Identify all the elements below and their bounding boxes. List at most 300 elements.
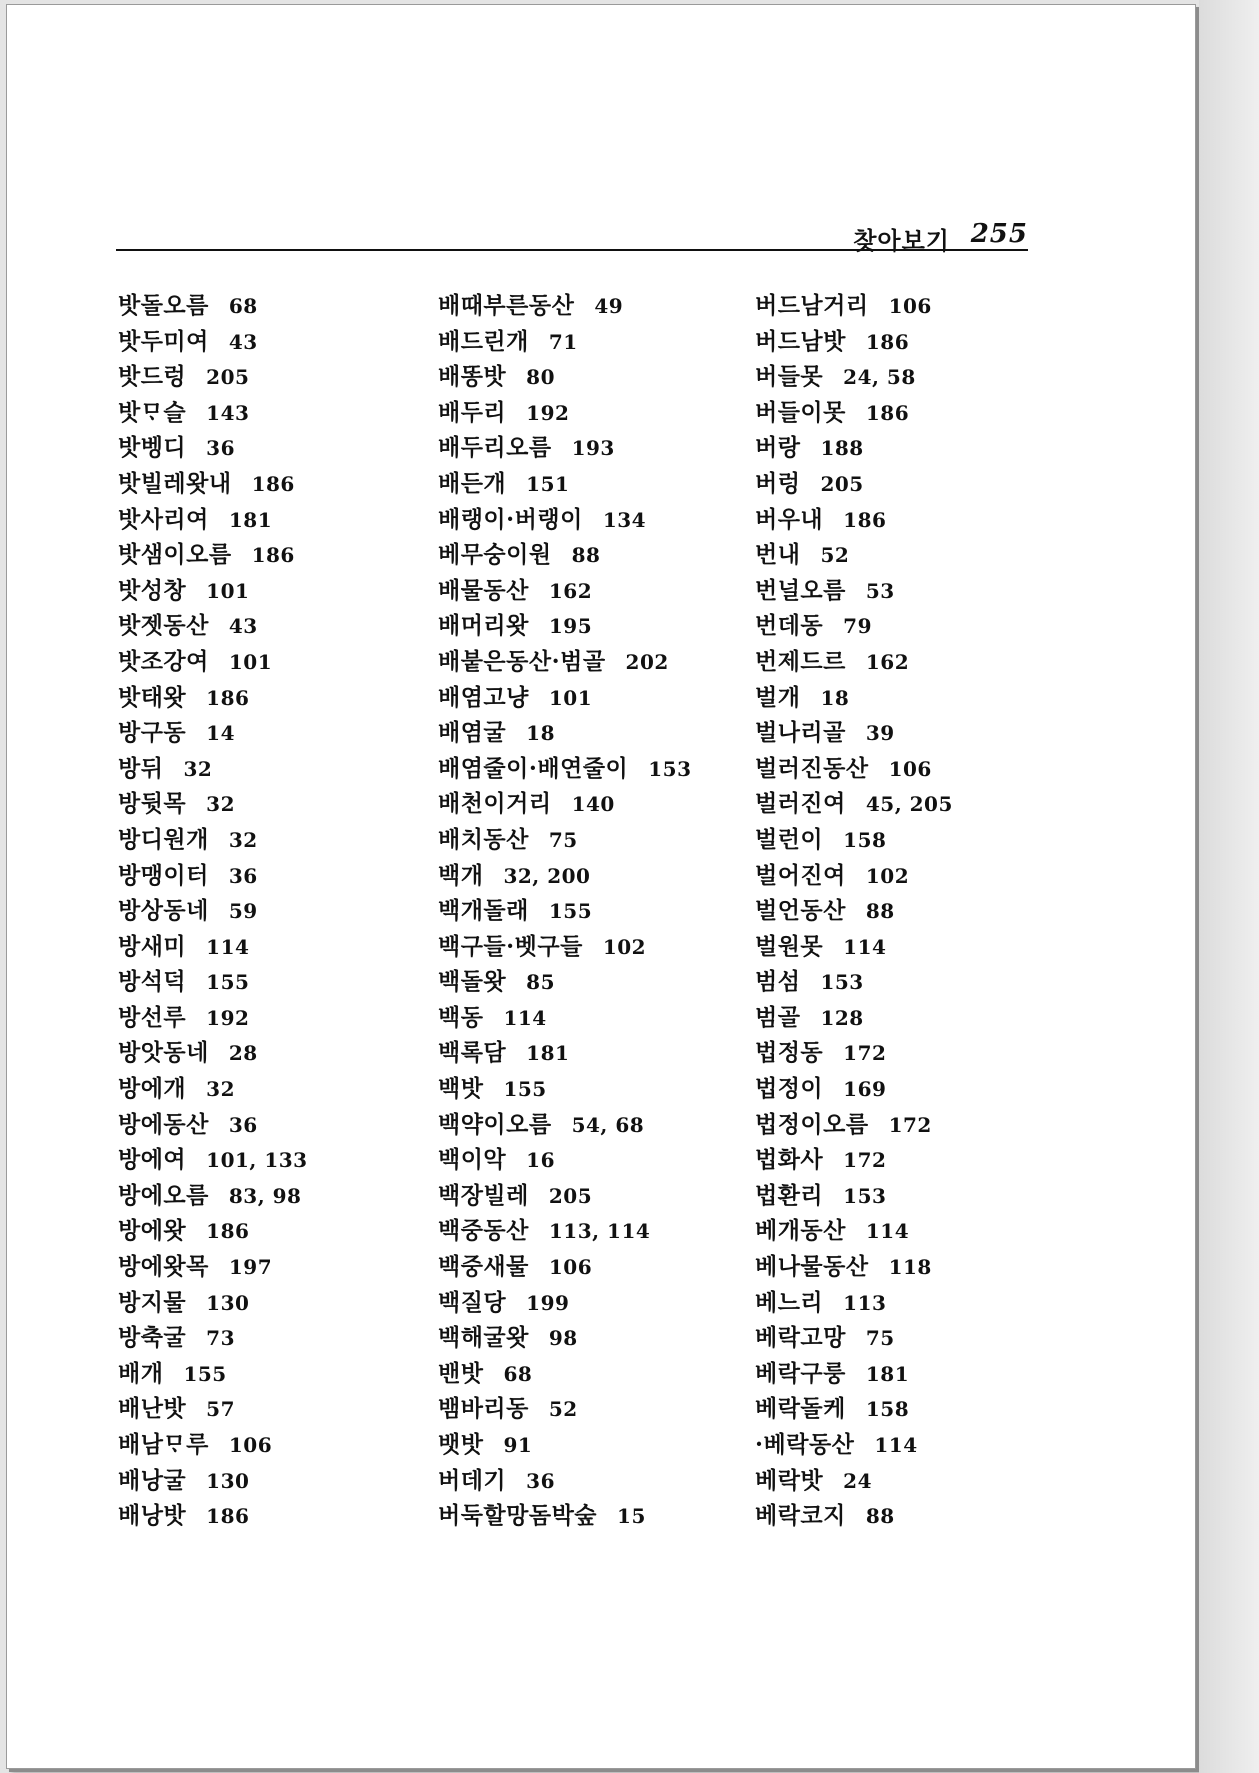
index-page-refs: 153 — [648, 756, 692, 781]
index-page-refs: 18 — [820, 685, 850, 710]
index-term: 밧두미여 — [118, 327, 209, 355]
index-term: 버렁 — [755, 469, 801, 497]
index-page-refs: 155 — [183, 1361, 227, 1386]
index-entry — [438, 1142, 692, 1178]
index-page-refs: 199 — [526, 1290, 570, 1315]
index-page-refs: 114 — [503, 1005, 547, 1030]
index-entry — [755, 644, 953, 680]
index-term: 방앗동네 — [118, 1039, 209, 1067]
index-entry — [438, 1178, 692, 1214]
index-page-refs: 83, 98 — [228, 1183, 302, 1208]
index-entry — [755, 395, 953, 431]
index-term: 방에오름 — [118, 1181, 209, 1209]
index-term: 밧조강여 — [118, 647, 209, 675]
index-term: 백구들·벳구들 — [438, 932, 583, 960]
index-page-refs: 118 — [888, 1255, 932, 1280]
index-page-refs: 52 — [548, 1397, 578, 1422]
index-page-refs: 158 — [843, 827, 887, 852]
index-entry — [118, 1320, 308, 1356]
index-page-refs: 202 — [625, 649, 669, 674]
index-page-refs: 169 — [843, 1077, 887, 1102]
index-entry — [755, 715, 953, 751]
index-page-refs: 113, 114 — [548, 1219, 651, 1244]
index-entry — [438, 288, 692, 324]
index-term: 밧성창 — [118, 576, 187, 604]
index-page-refs: 181 — [228, 507, 273, 532]
index-term: 배염고냥 — [438, 683, 529, 711]
index-entry — [438, 324, 692, 360]
index-page-refs: 130 — [206, 1468, 250, 1493]
index-entry — [755, 430, 953, 466]
index-entry — [118, 395, 308, 431]
index-page-refs: 186 — [251, 471, 295, 496]
index-entry — [755, 1498, 953, 1534]
index-term: 베락고망 — [755, 1324, 846, 1352]
index-entry — [755, 288, 953, 324]
index-term: ·베락동산 — [755, 1431, 855, 1458]
index-term: 법환리 — [755, 1181, 824, 1209]
running-header — [116, 213, 1028, 253]
index-term: 베락코지 — [755, 1502, 846, 1530]
index-entry — [118, 1071, 308, 1107]
index-term: 배머리왓 — [438, 612, 529, 640]
index-entry — [438, 1391, 692, 1427]
index-page-refs: 49 — [594, 294, 624, 318]
index-entry — [118, 573, 308, 609]
index-page-refs: 181 — [865, 1361, 910, 1386]
index-term: 백록담 — [438, 1039, 507, 1067]
index-term: 방선루 — [118, 1003, 187, 1031]
index-entry — [755, 893, 953, 929]
index-page-refs: 106 — [548, 1255, 593, 1280]
index-page-refs: 79 — [843, 614, 872, 639]
index-term: 벌나리골 — [755, 719, 846, 747]
index-entry — [438, 644, 692, 680]
index-term: 베느리 — [755, 1288, 824, 1316]
index-entry — [118, 786, 308, 822]
index-entry — [118, 502, 308, 538]
index-term: 백개 — [438, 861, 484, 889]
index-page-refs: 114 — [874, 1433, 918, 1457]
index-entry — [118, 430, 308, 466]
index-entry — [118, 1285, 308, 1321]
index-page-refs: 43 — [228, 329, 258, 354]
index-term: 베락구룽 — [755, 1359, 846, 1387]
index-term: 백밧 — [438, 1075, 484, 1103]
index-term: 방축굴 — [118, 1324, 187, 1352]
index-term: 베나물동산 — [755, 1253, 869, 1281]
index-entry — [755, 1035, 953, 1071]
index-term: 방에왓목 — [118, 1253, 209, 1281]
page-number: 255 — [970, 219, 1028, 249]
index-term: 배낭밧 — [118, 1502, 187, 1530]
index-term: 방에왓 — [118, 1217, 187, 1245]
index-term: 벌어진여 — [755, 861, 846, 889]
index-term: 법정이 — [755, 1075, 824, 1103]
index-page-refs: 52 — [820, 543, 850, 568]
index-entry — [118, 1178, 308, 1214]
index-page-refs: 45, 205 — [865, 792, 953, 817]
index-page-refs: 151 — [526, 471, 570, 496]
index-term: 버들못 — [755, 363, 824, 391]
index-entry — [755, 1391, 953, 1427]
index-term: 버랑 — [755, 434, 801, 462]
index-entry — [438, 1285, 692, 1321]
index-entry — [438, 893, 692, 929]
index-entry — [118, 1356, 308, 1392]
index-entry — [118, 1498, 308, 1534]
index-page-refs: 188 — [820, 436, 864, 461]
index-entry — [755, 502, 953, 538]
index-page-refs: 155 — [206, 970, 250, 995]
index-term: 방새미 — [118, 932, 187, 960]
index-term: 번내 — [755, 541, 801, 569]
index-term: 베락돌케 — [755, 1395, 846, 1423]
index-term: 뱀바리동 — [438, 1395, 529, 1423]
index-page-refs: 106 — [888, 294, 932, 318]
index-term: 밧젯동산 — [118, 612, 209, 640]
index-term: 배난밧 — [118, 1395, 187, 1423]
index-entry — [118, 537, 308, 573]
index-term: 배물동산 — [438, 576, 529, 604]
index-entry — [438, 680, 692, 716]
index-term: 밧샘이오름 — [118, 541, 232, 569]
index-entry — [118, 893, 308, 929]
index-page-refs: 172 — [888, 1112, 932, 1137]
index-term: 방에동산 — [118, 1110, 209, 1138]
index-column-1 — [118, 288, 308, 1534]
index-term: 번데동 — [755, 612, 824, 640]
index-entry — [438, 1320, 692, 1356]
index-page-refs: 98 — [548, 1326, 578, 1351]
index-entry — [118, 1035, 308, 1071]
index-term: 배염굴 — [438, 719, 507, 747]
index-page-refs: 114 — [843, 934, 887, 959]
index-term: 배랭이·버랭이 — [438, 505, 583, 533]
index-entry — [118, 822, 308, 858]
index-page-refs: 186 — [206, 1219, 250, 1244]
index-column-2 — [438, 288, 692, 1534]
index-entry — [755, 858, 953, 894]
index-entry — [438, 1035, 692, 1071]
index-term: 배두리오름 — [438, 434, 552, 462]
index-term: 배두리 — [438, 398, 507, 426]
index-entry — [438, 929, 692, 965]
index-page-refs: 32 — [206, 792, 235, 817]
index-term: 범섬 — [755, 968, 801, 996]
index-page-refs: 36 — [228, 1112, 258, 1137]
index-term: 방맹이터 — [118, 861, 209, 889]
index-term: 방석덕 — [118, 968, 187, 996]
index-page-refs: 197 — [228, 1255, 273, 1280]
index-entry — [438, 359, 692, 395]
index-term: 백돌왓 — [438, 968, 507, 996]
viewer-margin — [1199, 0, 1259, 1773]
index-page-refs: 186 — [251, 543, 295, 568]
index-term: 백중새물 — [438, 1253, 529, 1281]
index-page-refs: 186 — [206, 1504, 250, 1529]
index-page-refs: 15 — [617, 1504, 646, 1529]
index-page-refs: 192 — [206, 1005, 250, 1030]
index-page-refs: 54, 68 — [571, 1112, 645, 1137]
index-entry — [438, 1107, 692, 1143]
index-entry — [438, 822, 692, 858]
index-page-refs: 75 — [548, 827, 578, 852]
index-term: 버우내 — [755, 505, 824, 533]
index-entry — [755, 680, 953, 716]
index-term: 벌러진여 — [755, 790, 846, 818]
index-entry — [755, 1213, 953, 1249]
index-term: 베락밧 — [755, 1466, 824, 1494]
index-term: 번제드르 — [755, 647, 846, 675]
index-entry — [755, 1178, 953, 1214]
header-title: 찾아보기 — [853, 226, 950, 255]
index-page-refs: 101, 133 — [206, 1148, 308, 1173]
index-term: 방뒷목 — [118, 790, 187, 818]
index-term: 백해굴왓 — [438, 1324, 529, 1352]
index-page-refs: 88 — [571, 543, 601, 568]
index-entry — [438, 1427, 692, 1463]
index-term: 범골 — [755, 1003, 801, 1031]
index-entry — [118, 858, 308, 894]
index-entry — [438, 1213, 692, 1249]
index-entry — [755, 359, 953, 395]
index-page-refs: 113 — [843, 1290, 887, 1315]
index-term: 배똥밧 — [438, 363, 507, 391]
index-entry — [755, 1356, 953, 1392]
index-entry — [118, 288, 308, 324]
index-entry — [118, 1142, 308, 1178]
index-term: 밧돌오름 — [118, 292, 209, 319]
index-term: 버드남밧 — [755, 327, 846, 355]
index-term: 버드남거리 — [755, 292, 869, 319]
index-entry — [118, 359, 308, 395]
index-entry — [438, 537, 692, 573]
index-page-refs: 91 — [503, 1433, 533, 1457]
index-entry — [755, 1142, 953, 1178]
index-term: 버데기 — [438, 1466, 507, 1494]
index-term: 밧태왓 — [118, 683, 187, 711]
index-page-refs: 14 — [206, 721, 235, 746]
index-page-refs: 114 — [206, 934, 250, 959]
index-entry — [755, 964, 953, 1000]
index-term: 버들이못 — [755, 398, 846, 426]
index-entry — [438, 1000, 692, 1036]
index-term: 백질당 — [438, 1288, 507, 1316]
index-term: 방상동네 — [118, 897, 209, 925]
index-entry — [438, 786, 692, 822]
index-term: 백장빌레 — [438, 1181, 529, 1209]
index-entry — [755, 1320, 953, 1356]
index-page-refs: 186 — [843, 507, 887, 532]
index-page-refs: 172 — [843, 1148, 887, 1173]
index-entry — [755, 573, 953, 609]
index-entry — [118, 1213, 308, 1249]
index-entry — [755, 1249, 953, 1285]
index-term: 법정이오름 — [755, 1110, 869, 1138]
index-term: 배천이거리 — [438, 790, 552, 818]
index-term: 백이악 — [438, 1146, 507, 1174]
index-entry — [118, 1391, 308, 1427]
index-term: 방뒤 — [118, 754, 164, 782]
index-term: 벌원못 — [755, 932, 824, 960]
index-page-refs: 68 — [503, 1361, 533, 1386]
index-entry — [118, 1249, 308, 1285]
index-page-refs: 73 — [206, 1326, 235, 1351]
index-term: 방에개 — [118, 1075, 187, 1103]
index-term: 베무숭이원 — [438, 541, 552, 569]
index-entry — [438, 466, 692, 502]
index-page-refs: 140 — [571, 792, 615, 817]
index-entry — [118, 1463, 308, 1499]
index-page-refs: 102 — [602, 934, 647, 959]
index-term: 벌언동산 — [755, 897, 846, 925]
index-term: 백약이오름 — [438, 1110, 552, 1138]
index-page-refs: 172 — [843, 1041, 887, 1066]
index-page-refs: 205 — [206, 365, 250, 390]
index-entry — [118, 964, 308, 1000]
index-entry — [755, 466, 953, 502]
index-term: 벌러진동산 — [755, 754, 869, 782]
index-page-refs: 155 — [503, 1077, 547, 1102]
index-term: 밧ᄆᆞ슬 — [118, 398, 187, 426]
index-entry — [438, 715, 692, 751]
index-term: 밧빌레왓내 — [118, 469, 232, 497]
index-entry — [118, 324, 308, 360]
index-page-refs: 75 — [865, 1326, 895, 1351]
index-term: 방디원개 — [118, 825, 209, 853]
index-entry — [118, 466, 308, 502]
index-entry — [118, 680, 308, 716]
index-entry — [438, 1498, 692, 1534]
header-rule — [116, 249, 1028, 251]
index-page-refs: 32 — [206, 1077, 235, 1102]
index-term: 배염줄이·배연줄이 — [438, 754, 629, 782]
index-page-refs: 205 — [820, 471, 864, 496]
index-entry — [755, 751, 953, 787]
index-page-refs: 43 — [228, 614, 258, 639]
index-entry — [755, 1107, 953, 1143]
index-entry — [118, 1000, 308, 1036]
index-entry — [118, 929, 308, 965]
book-page — [6, 4, 1196, 1769]
index-entry — [118, 751, 308, 787]
index-page-refs: 39 — [865, 721, 895, 746]
index-page-refs: 68 — [228, 294, 258, 318]
index-term: 벌런이 — [755, 825, 824, 853]
index-page-refs: 24 — [843, 1468, 872, 1493]
index-page-refs: 186 — [865, 329, 910, 354]
index-page-refs: 162 — [548, 578, 593, 603]
index-entry — [438, 1249, 692, 1285]
index-column-3 — [755, 288, 953, 1534]
index-term: 뱃밧 — [438, 1431, 484, 1458]
index-page-refs: 195 — [548, 614, 593, 639]
index-term: 배남ᄆᆞ루 — [118, 1431, 209, 1458]
index-entry — [438, 608, 692, 644]
index-term: 방구동 — [118, 719, 187, 747]
index-entry — [118, 1107, 308, 1143]
index-page-refs: 101 — [228, 649, 273, 674]
index-page-refs: 162 — [865, 649, 910, 674]
index-entry — [755, 537, 953, 573]
index-page-refs: 153 — [843, 1183, 887, 1208]
index-term: 백동 — [438, 1003, 484, 1031]
index-page-refs: 101 — [206, 578, 250, 603]
index-page-refs: 36 — [228, 863, 258, 888]
index-entry — [438, 1356, 692, 1392]
index-term: 배낭굴 — [118, 1466, 187, 1494]
index-entry — [755, 786, 953, 822]
index-term: 배때부른동산 — [438, 292, 575, 319]
index-term: 버둑할망돔박숲 — [438, 1502, 598, 1530]
index-term: 밴밧 — [438, 1359, 484, 1387]
index-term: 백중동산 — [438, 1217, 529, 1245]
index-term: 밧드렁 — [118, 363, 187, 391]
index-term: 법정동 — [755, 1039, 824, 1067]
index-entry — [755, 1427, 953, 1463]
index-page-refs: 106 — [888, 756, 932, 781]
index-entry — [118, 715, 308, 751]
index-term: 방에여 — [118, 1146, 187, 1174]
index-page-refs: 80 — [526, 365, 555, 390]
index-page-refs: 28 — [228, 1041, 258, 1066]
index-page-refs: 128 — [820, 1005, 864, 1030]
index-entry — [118, 644, 308, 680]
index-entry — [438, 964, 692, 1000]
index-page-refs: 36 — [526, 1468, 555, 1493]
index-page-refs: 102 — [865, 863, 910, 888]
index-entry — [438, 1463, 692, 1499]
index-entry — [755, 822, 953, 858]
index-entry — [755, 1000, 953, 1036]
index-page-refs: 192 — [526, 400, 570, 425]
index-term: 배개 — [118, 1359, 164, 1387]
index-page-refs: 85 — [526, 970, 555, 995]
index-term: 벌개 — [755, 683, 801, 711]
index-page-refs: 32, 200 — [503, 863, 591, 888]
index-page-refs: 36 — [206, 436, 235, 461]
index-page-refs: 134 — [602, 507, 647, 532]
index-page-refs: 24, 58 — [843, 365, 916, 390]
index-entry — [755, 1071, 953, 1107]
index-page-refs: 18 — [526, 721, 555, 746]
index-page-refs: 143 — [206, 400, 250, 425]
index-term: 백개돌래 — [438, 897, 529, 925]
index-page-refs: 101 — [548, 685, 593, 710]
index-page-refs: 193 — [571, 436, 615, 461]
index-term: 번널오름 — [755, 576, 846, 604]
index-page-refs: 88 — [865, 899, 895, 924]
index-page-refs: 53 — [865, 578, 895, 603]
index-entry — [438, 502, 692, 538]
index-entry — [118, 608, 308, 644]
index-page-refs: 181 — [526, 1041, 570, 1066]
index-term: 밧벵디 — [118, 434, 187, 462]
index-entry — [755, 1285, 953, 1321]
index-page-refs: 16 — [526, 1148, 555, 1173]
index-page-refs: 106 — [228, 1433, 273, 1457]
index-entry — [438, 751, 692, 787]
index-page-refs: 32 — [228, 827, 258, 852]
index-page-refs: 155 — [548, 899, 593, 924]
index-entry — [755, 929, 953, 965]
index-page-refs: 186 — [206, 685, 250, 710]
index-entry — [438, 430, 692, 466]
index-entry — [118, 1427, 308, 1463]
index-page-refs: 59 — [228, 899, 258, 924]
index-entry — [438, 1071, 692, 1107]
